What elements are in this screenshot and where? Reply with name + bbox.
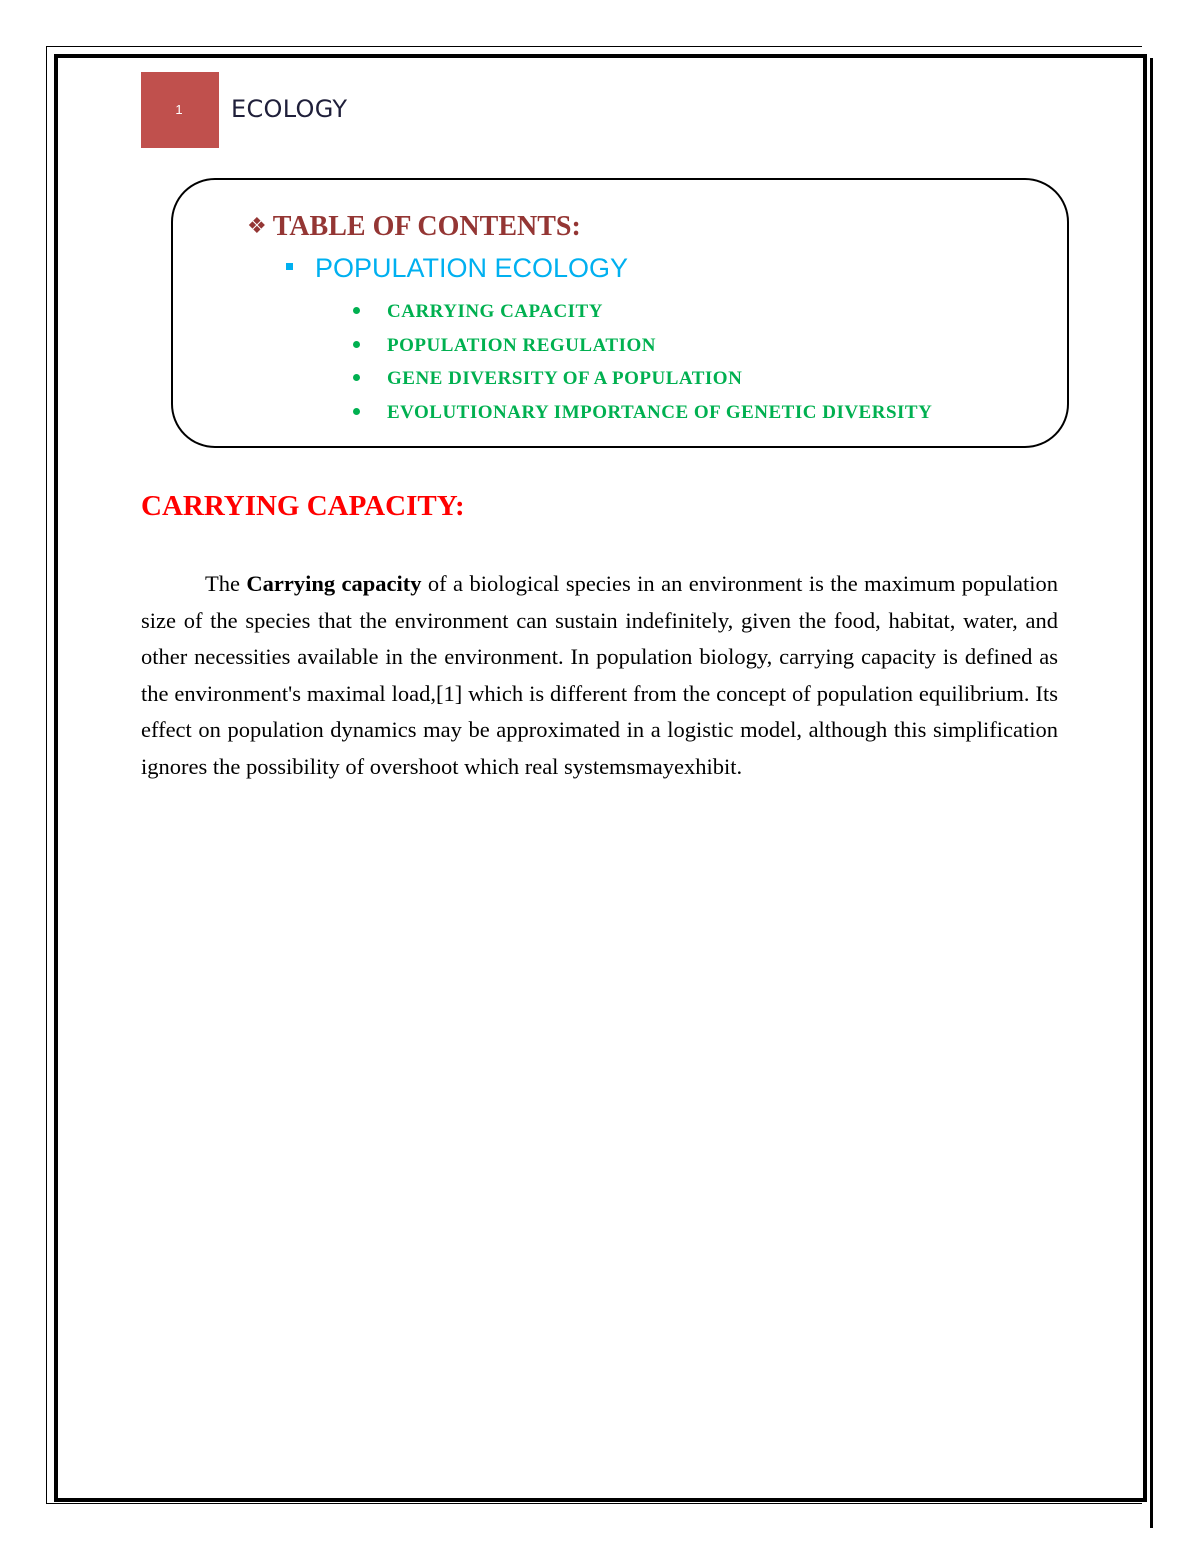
toc-title-text: TABLE OF CONTENTS: [272,211,581,242]
section-heading: CARRYING CAPACITY: [141,490,465,522]
toc-subheading-text: POPULATION ECOLOGY [315,253,629,283]
bold-term: Carrying capacity [246,571,422,596]
page-number: 1 [175,102,183,117]
page-border-top [46,46,1142,47]
body-paragraph: The Carrying capacity of a biological species in an environment is the maximum population size of the species that the environment can sustain indefinitely, given the food, habitat, water, and other necessities available in the environment. In population biology, carrying capacity is defined as the environment's maximal load,[1] which is different from the concept of population equilibrium. Its effect on population dynamics may be approximated in a logistic model, although this simplification ignores the possibility of overshoot which real systemsmayexhibit. [141,571,1059,779]
bullet-icon [353,307,360,314]
page-border-left [46,46,47,1504]
bullet-icon [353,408,360,415]
toc-subheading [286,253,628,284]
page-border-bottom [46,1503,1142,1504]
header-title: ECOLOGY [231,95,348,123]
toc-item: POPULATION REGULATION [350,329,932,363]
page-number-badge [141,72,219,148]
bullet-icon [353,374,360,381]
toc-item: EVOLUTIONARY IMPORTANCE OF GENETIC DIVERSITY [350,396,932,430]
page-border-right [1150,58,1153,1528]
toc-item: GENE DIVERSITY OF A POPULATION [350,362,932,396]
toc-title [247,211,581,243]
diamond-bullet-icon: ❖ [247,214,267,239]
toc-item: CARRYING CAPACITY [350,295,932,329]
toc-list [350,295,932,429]
bullet-icon [353,341,360,348]
square-bullet-icon [286,263,293,270]
